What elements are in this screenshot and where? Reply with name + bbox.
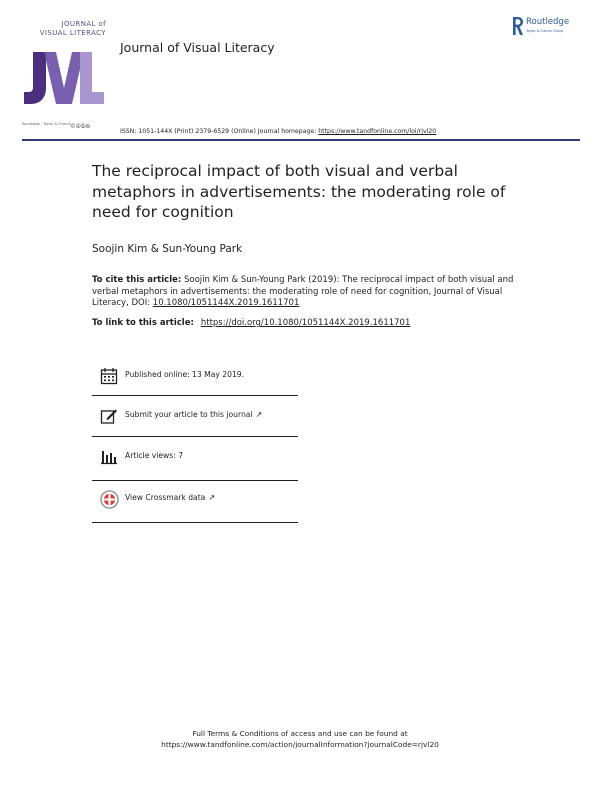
info-divider	[92, 480, 298, 481]
cover-meta-text: Routledge · Taylor & Francis	[22, 122, 71, 126]
routledge-logo[interactable]	[512, 16, 592, 38]
article-title: The reciprocal impact of both visual and verbal metaphors in advertisements: the moderating role of need for cognition	[92, 162, 506, 221]
citation-label: To cite this article:	[92, 275, 182, 285]
cover-title-line1: JOURNAL of	[61, 20, 106, 28]
crossmark-link[interactable]: View Crossmark data	[125, 493, 206, 502]
info-divider	[92, 436, 298, 437]
article-link-line	[92, 318, 410, 328]
link-label: To link to this article:	[92, 318, 197, 328]
calendar-icon	[100, 367, 118, 385]
footer-terms-text: Full Terms & Conditions of access and use can be found at	[192, 729, 408, 738]
issn-line	[120, 128, 436, 135]
citation-text: Soojin Kim & Sun-Young Park (2019): The reciprocal impact of both visual and verbal metaphors in advertisements: the moderating role of need for cognition, Journal of Visual Literacy, DOI:	[92, 275, 514, 309]
cover-meta	[22, 122, 106, 132]
edit-icon	[100, 407, 118, 425]
jvl-logo	[22, 50, 106, 110]
crossmark-icon	[100, 490, 119, 509]
footer	[0, 728, 600, 750]
publisher-name: Routledge	[526, 17, 570, 27]
cc-license-icons: ©①⑤⊜	[70, 123, 90, 130]
citation-block	[92, 275, 528, 310]
published-date: Published online: 13 May 2019.	[125, 370, 245, 379]
external-link-icon: ↗	[255, 410, 263, 419]
citation-doi-link[interactable]: 10.1080/1051144X.2019.1611701	[152, 298, 300, 309]
header-divider	[22, 139, 580, 141]
journal-name: Journal of Visual Literacy	[120, 40, 275, 55]
issn-text: ISSN: 1051-144X (Print) 2379-6529 (Online) Journal homepage:	[120, 128, 319, 135]
article-doi-link[interactable]: https://doi.org/10.1080/1051144X.2019.1611701	[200, 318, 411, 328]
bar-chart-icon	[100, 448, 118, 466]
article-authors: Soojin Kim & Sun-Young Park	[92, 243, 243, 255]
info-divider	[92, 522, 298, 523]
footer-terms-link[interactable]: https://www.tandfonline.com/action/journalInformation?journalCode=rjvl20	[161, 740, 439, 749]
cover-title-line2: VISUAL LITERACY	[39, 28, 106, 37]
journal-cover	[22, 20, 106, 132]
external-link-icon: ↗	[208, 493, 216, 502]
info-divider	[92, 395, 298, 396]
article-views: Article views: 7	[125, 451, 184, 460]
journal-homepage-link[interactable]: https://www.tandfonline.com/loi/rjvl20	[318, 128, 437, 135]
publisher-tagline: Taylor & Francis Group	[526, 29, 564, 33]
submit-article-link[interactable]: Submit your article to this journal	[125, 410, 253, 419]
cover-title	[22, 20, 106, 37]
routledge-r-icon	[512, 16, 524, 36]
